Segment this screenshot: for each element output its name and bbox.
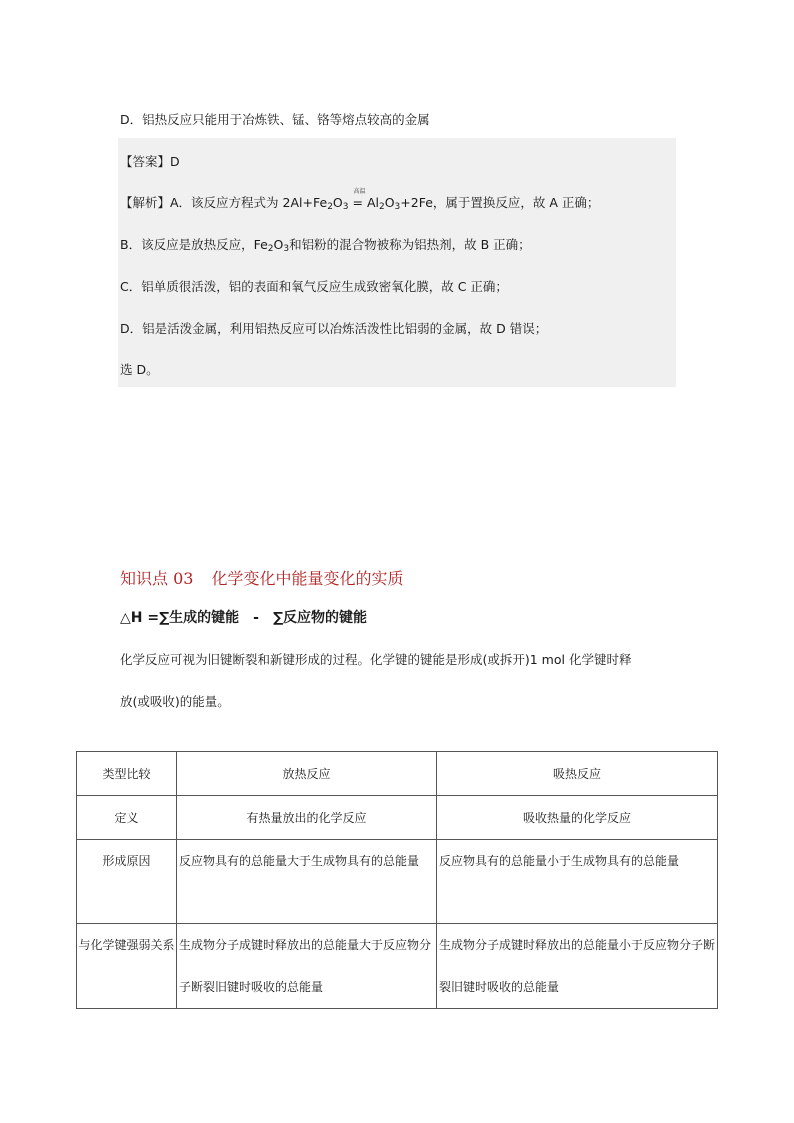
table-cell: 反应物具有的总能量小于生成物具有的总能量 bbox=[437, 840, 718, 924]
b-fe2o3-sub2: 2 bbox=[267, 244, 274, 254]
analysis-d-line: D．铝是活泼金属，利用铝热反应可以冶炼活泼性比铝弱的金属，故 D 错误； bbox=[120, 321, 548, 336]
table-cell: 反应物具有的总能量大于生成物具有的总能量 bbox=[177, 840, 437, 924]
table-header-cell: 吸热反应 bbox=[437, 752, 718, 796]
table-row bbox=[77, 840, 718, 924]
al2o3-sub3: 3 bbox=[394, 202, 401, 212]
analysis-a-prefix: 【解析】A．该反应方程式为 2Al+Fe bbox=[120, 195, 328, 210]
reaction-condition: 高温 bbox=[353, 188, 366, 195]
table-header-row bbox=[77, 752, 718, 796]
fe2o3-o: O bbox=[332, 195, 343, 210]
table-row bbox=[77, 796, 718, 840]
fe2o3-sub3: 3 bbox=[342, 202, 349, 212]
analysis-b-line bbox=[120, 235, 531, 254]
knowledge-point-number: 知识点 03 bbox=[120, 569, 194, 588]
analysis-b-prefix: B．该反应是放热反应，Fe bbox=[120, 237, 268, 252]
table-header-cell: 类型比较 bbox=[77, 752, 177, 796]
al2o3-o: O bbox=[384, 195, 395, 210]
knowledge-point-heading bbox=[120, 566, 403, 589]
analysis-c-line: C．铝单质很活泼，铝的表面和氧气反应生成致密氧化膜，故 C 正确； bbox=[120, 279, 508, 294]
comparison-table bbox=[76, 751, 718, 1009]
reaction-equals-sign bbox=[352, 188, 366, 210]
paragraph-line-1: 化学反应可视为旧键断裂和新键形成的过程。化学键的键能是形成(或拆开)1 mol 化学键时释 bbox=[120, 652, 632, 667]
option-d-text: D．铝热反应只能用于冶炼铁、锰、铬等熔点较高的金属 bbox=[120, 112, 430, 127]
table-cell: 与化学键强弱关系 bbox=[77, 924, 177, 1009]
table-cell: 吸收热量的化学反应 bbox=[437, 796, 718, 840]
enthalpy-formula: △H =∑生成的键能 - ∑反应物的键能 bbox=[120, 610, 367, 626]
answer-label: 【答案】D bbox=[120, 154, 180, 169]
table-cell: 形成原因 bbox=[77, 840, 177, 924]
b-fe2o3-sub3: 3 bbox=[283, 244, 290, 254]
table-cell: 生成物分子成键时释放出的总能量小于反应物分子断裂旧键时吸收的总能量 bbox=[437, 924, 718, 1009]
al2o3-al: Al bbox=[362, 195, 379, 210]
equals-symbol: = bbox=[352, 195, 363, 210]
table-header-cell: 放热反应 bbox=[177, 752, 437, 796]
table-cell: 定义 bbox=[77, 796, 177, 840]
paragraph-line-2: 放(或吸收)的能量。 bbox=[120, 694, 230, 709]
analysis-a-line bbox=[120, 188, 600, 212]
table-cell: 生成物分子成键时释放出的总能量大于反应物分子断裂旧键时吸收的总能量 bbox=[177, 924, 437, 1009]
analysis-b-suffix: 和铝粉的混合物被称为铝热剂，故 B 正确； bbox=[289, 237, 531, 252]
knowledge-point-title: 化学变化中能量变化的实质 bbox=[211, 569, 404, 588]
fe2o3-sub2: 2 bbox=[327, 202, 333, 212]
analysis-a-suffix: +2Fe，属于置换反应，故 A 正确； bbox=[400, 195, 600, 210]
table-cell: 有热量放出的化学反应 bbox=[177, 796, 437, 840]
select-answer: 选 D。 bbox=[120, 362, 159, 377]
b-fe2o3-o: O bbox=[273, 237, 284, 252]
al2o3-sub2: 2 bbox=[378, 202, 385, 212]
answer-box bbox=[118, 138, 676, 387]
table-row bbox=[77, 924, 718, 1009]
